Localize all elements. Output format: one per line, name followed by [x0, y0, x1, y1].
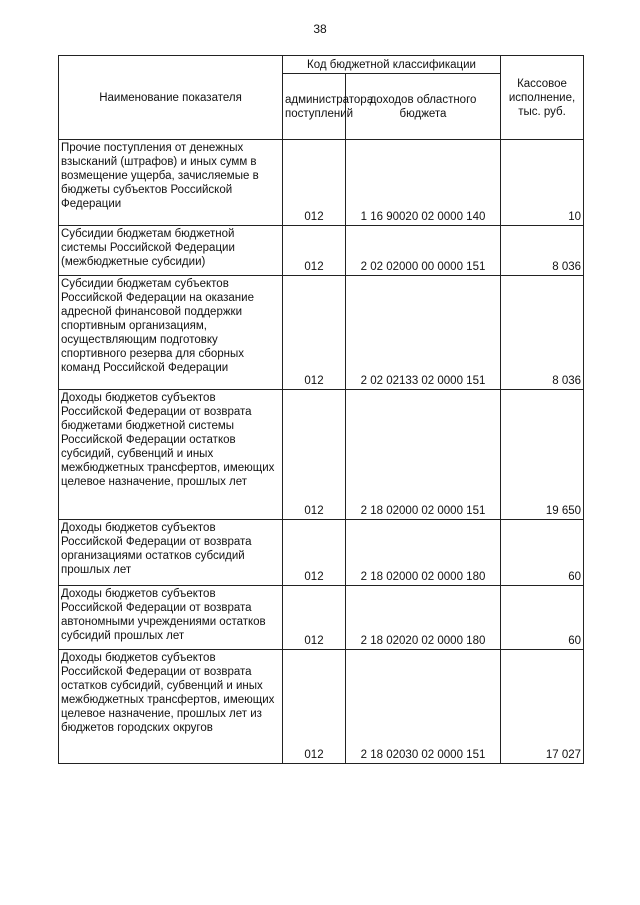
- header-admin: администратора поступлений: [283, 74, 346, 140]
- table-row: [59, 390, 584, 520]
- row-admin-code: 012: [283, 520, 346, 586]
- header-execution: Кассовое исполнение, тыс. руб.: [501, 56, 584, 140]
- row-amount: 60: [501, 586, 584, 650]
- row-admin-code: 012: [283, 276, 346, 390]
- header-classification: Код бюджетной классификации: [283, 56, 501, 74]
- row-income-code: 2 02 02133 02 0000 151: [346, 276, 501, 390]
- row-income-code: 1 16 90020 02 0000 140: [346, 140, 501, 226]
- table-row: [59, 276, 584, 390]
- row-amount: 19 650: [501, 390, 584, 520]
- row-admin-code: 012: [283, 140, 346, 226]
- row-admin-code: 012: [283, 226, 346, 276]
- row-income-code: 2 18 02000 02 0000 180: [346, 520, 501, 586]
- header-income: доходов областного бюджета: [346, 74, 501, 140]
- budget-table: [58, 55, 584, 764]
- row-name: Субсидии бюджетам бюджетной системы Российской Федерации (межбюджетные субсидии): [59, 226, 283, 276]
- row-amount: 10: [501, 140, 584, 226]
- row-income-code: 2 18 02020 02 0000 180: [346, 586, 501, 650]
- row-amount: 8 036: [501, 276, 584, 390]
- row-admin-code: 012: [283, 650, 346, 764]
- row-name: Доходы бюджетов субъектов Российской Федерации от возврата автономными учреждениями остатков субсидий прошлых лет: [59, 586, 283, 650]
- page-number: 38: [313, 22, 327, 36]
- table-row: [59, 586, 584, 650]
- table-row: [59, 650, 584, 764]
- row-income-code: 2 18 02000 02 0000 151: [346, 390, 501, 520]
- table-row: [59, 226, 584, 276]
- row-name: Доходы бюджетов субъектов Российской Федерации от возврата бюджетами бюджетной системы Российской Федерации остатков субсидий, субвенций и иных межбюджетных трансфертов, имеющих целевое назначение, прошлых лет: [59, 390, 283, 520]
- table-row: [59, 520, 584, 586]
- header-name: Наименование показателя: [59, 56, 283, 140]
- row-income-code: 2 18 02030 02 0000 151: [346, 650, 501, 764]
- row-name: Субсидии бюджетам субъектов Российской Федерации на оказание адресной финансовой поддержки спортивным организациям, осуществляющим подготовку спортивного резерва для сборных команд Российской Федерации: [59, 276, 283, 390]
- row-amount: 60: [501, 520, 584, 586]
- row-income-code: 2 02 02000 00 0000 151: [346, 226, 501, 276]
- table-body: [59, 140, 584, 764]
- row-name: Доходы бюджетов субъектов Российской Федерации от возврата организациями остатков субсидий прошлых лет: [59, 520, 283, 586]
- row-admin-code: 012: [283, 586, 346, 650]
- table-row: [59, 140, 584, 226]
- row-amount: 17 027: [501, 650, 584, 764]
- row-name: Прочие поступления от денежных взысканий (штрафов) и иных сумм в возмещение ущерба, зачисляемые в бюджеты субъектов Российской Федерации: [59, 140, 283, 226]
- row-admin-code: 012: [283, 390, 346, 520]
- row-name: Доходы бюджетов субъектов Российской Федерации от возврата остатков субсидий, субвенций и иных межбюджетных трансфертов, имеющих целевое назначение, прошлых лет из бюджетов городских округов: [59, 650, 283, 764]
- row-amount: 8 036: [501, 226, 584, 276]
